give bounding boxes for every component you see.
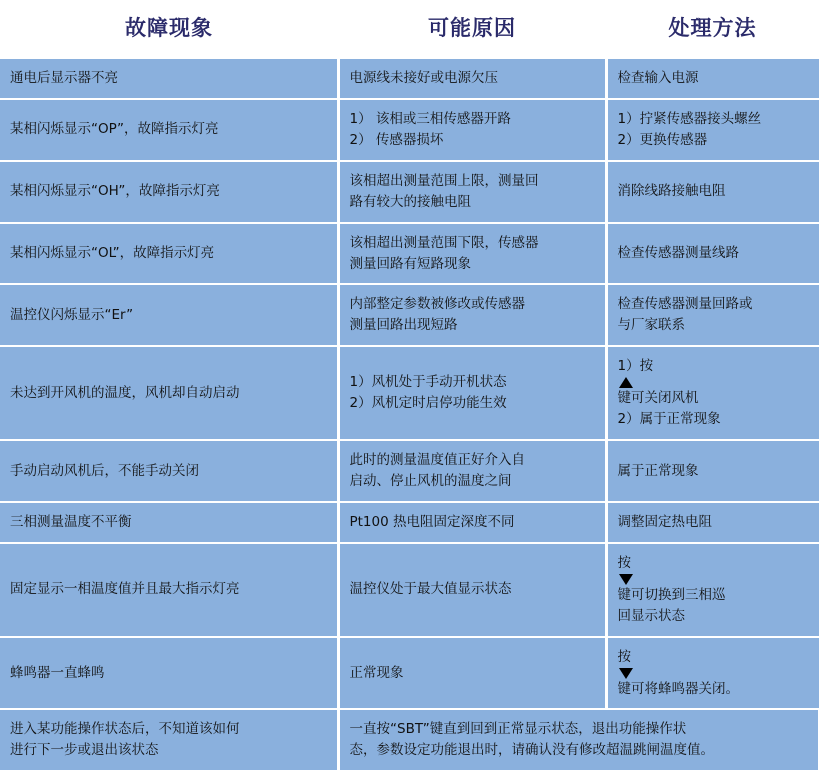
cell-line: 路有较大的接触电阻 [349, 193, 471, 210]
cell-line-post: 键可将蜂鸣器关闭。 [617, 680, 739, 697]
cell-cause [338, 161, 606, 223]
cell-line: 态，参数设定功能退出时，请确认没有修改超温跳闸温度值。 [349, 742, 714, 759]
table-row [0, 161, 819, 223]
cell-line: 该相超出测量范围上限，测量回 [349, 172, 539, 189]
cell-line: 此时的测量温度值正好介入自 [349, 452, 525, 469]
cell-line: 进行下一步或退出该状态 [10, 742, 159, 759]
cell-symptom: 某相闪烁显示“OL”，故障指示灯亮 [0, 223, 338, 285]
table-row [0, 502, 819, 543]
cell-line: 与厂家联系 [617, 317, 685, 334]
table-row [0, 440, 819, 502]
cell-line: 2）更换传感器 [617, 131, 708, 148]
cell-cause: 温控仪处于最大值显示状态 [338, 543, 606, 637]
cell-line-post: 键可关闭风机 [617, 390, 699, 407]
cell-line: 1） 该相或三相传感器开路 [349, 110, 511, 127]
cell-cause [338, 346, 606, 440]
cell-fix: 消除线路接触电阻 [606, 161, 819, 223]
cell-cause: 正常现象 [338, 637, 606, 710]
table-row [0, 223, 819, 285]
cell-line-pre: 按 [617, 554, 631, 571]
cell-symptom: 固定显示一相温度值并且最大指示灯亮 [0, 543, 338, 637]
cell-line [618, 553, 810, 606]
cell-line: 测量回路有短路现象 [349, 255, 471, 272]
table-row [0, 346, 819, 440]
cell-line: 启动、停止风机的温度之间 [349, 472, 512, 489]
cell-cause [338, 440, 606, 502]
cell-line: 回显示状态 [617, 607, 685, 624]
table-header-row [0, 0, 819, 58]
table-row [0, 58, 819, 99]
column-header-fix: 处理方法 [606, 0, 819, 58]
cell-fix [606, 346, 819, 440]
cell-fix [606, 637, 819, 710]
cell-cause [338, 223, 606, 285]
cell-symptom [0, 709, 338, 771]
column-header-symptom: 故障现象 [0, 0, 338, 58]
table-header [0, 0, 819, 58]
cell-line: 2） 传感器损坏 [349, 131, 444, 148]
table-row [0, 99, 819, 161]
cell-symptom: 蜂鸣器一直蜂鸣 [0, 637, 338, 710]
cell-symptom: 通电后显示器不亮 [0, 58, 338, 99]
cell-line: 2）属于正常现象 [617, 411, 721, 428]
cell-line-pre: 按 [617, 648, 631, 665]
triangle-up-icon [619, 377, 633, 388]
table-row [0, 543, 819, 637]
cell-line-post: 键可切换到三相巡 [617, 586, 726, 603]
cell-cause-fix-merged [338, 709, 819, 771]
cell-fix: 检查传感器测量线路 [606, 223, 819, 285]
cell-line-pre: 1）按 [617, 358, 654, 375]
cell-line: 1）拧紧传感器接头螺丝 [617, 110, 762, 127]
cell-fix [606, 99, 819, 161]
cell-symptom: 三相测量温度不平衡 [0, 502, 338, 543]
cell-symptom: 温控仪闪烁显示“Er” [0, 284, 338, 346]
table-row [0, 709, 819, 771]
column-header-cause: 可能原因 [338, 0, 606, 58]
cell-fix [606, 543, 819, 637]
cell-line: 进入某功能操作状态后，不知道该如何 [10, 721, 240, 738]
cell-fix [606, 284, 819, 346]
cell-line: 1）风机处于手动开机状态 [349, 374, 507, 391]
triangle-down-icon [619, 574, 633, 585]
cell-fix: 属于正常现象 [606, 440, 819, 502]
cell-cause: Pt100 热电阻固定深度不同 [338, 502, 606, 543]
cell-fix: 检查输入电源 [606, 58, 819, 99]
triangle-down-icon [619, 668, 633, 679]
cell-symptom: 手动启动风机后，不能手动关闭 [0, 440, 338, 502]
cell-cause: 电源线未接好或电源欠压 [338, 58, 606, 99]
cell-line: 一直按“SBT”键直到回到正常显示状态，退出功能操作状 [349, 721, 687, 738]
cell-line: 内部整定参数被修改或传感器 [349, 296, 525, 313]
cell-cause [338, 99, 606, 161]
table-row [0, 637, 819, 710]
cell-line: 该相超出测量范围下限，传感器 [349, 234, 539, 251]
cell-line: 检查传感器测量回路或 [617, 296, 753, 313]
cell-cause [338, 284, 606, 346]
table-body [0, 58, 819, 772]
cell-line [618, 356, 810, 409]
cell-fix: 调整固定热电阻 [606, 502, 819, 543]
cell-line: 2）风机定时启停功能生效 [349, 395, 507, 412]
cell-symptom: 某相闪烁显示“OH”，故障指示灯亮 [0, 161, 338, 223]
cell-line: 测量回路出现短路 [349, 317, 458, 334]
cell-line [618, 647, 810, 700]
cell-symptom: 未达到开风机的温度，风机却自动启动 [0, 346, 338, 440]
table-row [0, 284, 819, 346]
cell-symptom: 某相闪烁显示“OP”，故障指示灯亮 [0, 99, 338, 161]
